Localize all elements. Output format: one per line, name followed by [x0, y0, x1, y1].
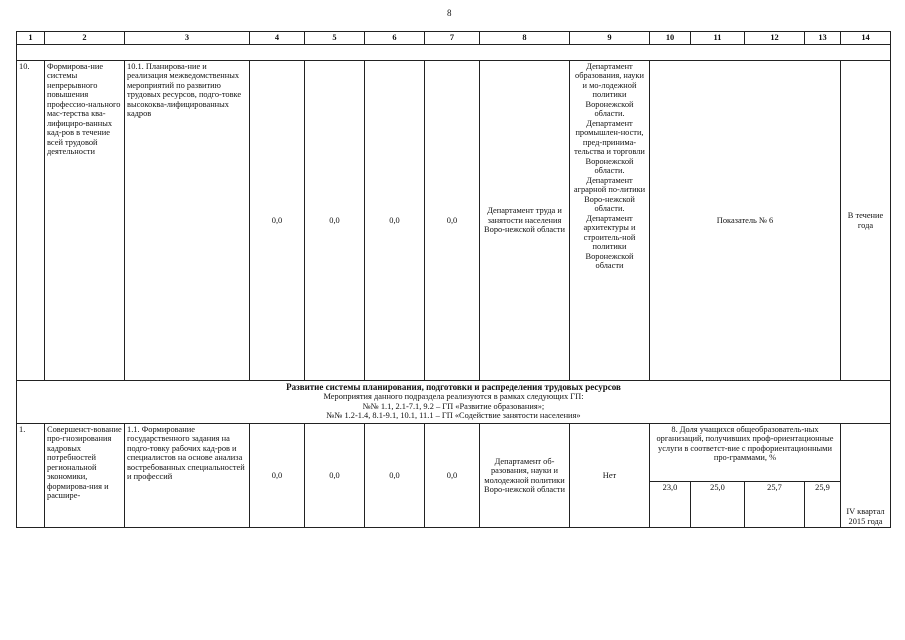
kpi-value-4: 25,9 — [805, 482, 841, 528]
value-col4: 0,0 — [250, 424, 305, 528]
task-name-cell: Формирова-ние системы непрерывного повышения профессио-нального мас-терства ква-лифициро-ванных кад-ров в течение всей трудовой деятельности — [45, 61, 125, 381]
col-num-5: 5 — [305, 32, 365, 45]
row-number: 10. — [17, 61, 45, 381]
event-cell: 10.1. Планирова-ние и реализация межведомственных мероприятий по развитию трудовых ресурсов, подго-товке высококва-лифицированных кадров — [125, 61, 250, 381]
page-number: 8 — [447, 8, 452, 18]
spacer-row — [17, 45, 891, 61]
section-line-2: №№ 1.1, 2.1-7.1, 9.2 – ГП «Развитие образования»; — [362, 401, 545, 411]
plan-table — [16, 31, 891, 528]
section-header-cell — [17, 381, 891, 424]
value-col5: 0,0 — [305, 61, 365, 381]
table-row-10 — [17, 61, 891, 381]
kpi-value-1: 23,0 — [650, 482, 691, 528]
coexecutors-cell: Нет — [570, 424, 650, 528]
value-col4: 0,0 — [250, 61, 305, 381]
section-line-1: Мероприятия данного подраздела реализуются в рамках следующих ГП: — [323, 392, 584, 402]
col-num-12: 12 — [745, 32, 805, 45]
task-name-cell: Совершенст-вование про-гнозирования кадровых потребностей региональной экономики, формирова-ния и расшире- — [45, 424, 125, 528]
col-num-7: 7 — [425, 32, 480, 45]
col-num-10: 10 — [650, 32, 691, 45]
value-col6: 0,0 — [365, 61, 425, 381]
value-col7: 0,0 — [425, 424, 480, 528]
term-cell: В течение года — [841, 61, 891, 381]
col-num-1: 1 — [17, 32, 45, 45]
indicator-cell: Показатель № 6 — [650, 61, 841, 381]
col-num-3: 3 — [125, 32, 250, 45]
row-number: 1. — [17, 424, 45, 528]
col-num-6: 6 — [365, 32, 425, 45]
col-num-4: 4 — [250, 32, 305, 45]
responsible-cell: Департамент труда и занятости населения Воро-нежской области — [480, 61, 570, 381]
col-num-11: 11 — [691, 32, 745, 45]
value-col6: 0,0 — [365, 424, 425, 528]
kpi-value-3: 25,7 — [745, 482, 805, 528]
value-col5: 0,0 — [305, 424, 365, 528]
value-col7: 0,0 — [425, 61, 480, 381]
col-num-2: 2 — [45, 32, 125, 45]
kpi-description: 8. Доля учащихся общеобразователь-ных организаций, получивших проф-ориентационные услуги в соответст-вие с профориентационными про-граммами, % — [650, 424, 841, 482]
coexecutors-cell: Департамент образования, науки и мо-лодежной политики Воронежской области. Департамент промышлен-ности, пред-принима-тельства и торговли Воронежской области. Департамент аграрной по-литики Воро-нежской области. Департамент архитектуры и строитель-ной политики Воронежской области — [570, 61, 650, 381]
col-num-13: 13 — [805, 32, 841, 45]
responsible-cell: Департамент об-разования, науки и молодежной политики Воро-нежской области — [480, 424, 570, 528]
spacer-cell — [17, 45, 891, 61]
col-num-9: 9 — [570, 32, 650, 45]
col-num-8: 8 — [480, 32, 570, 45]
event-cell: 1.1. Формирование государственного задания на подго-товку рабочих кад-ров и специалистов на основе анализа востребованных специальностей и профессий — [125, 424, 250, 528]
col-num-14: 14 — [841, 32, 891, 45]
section-title: Развитие системы планирования, подготовки и распределения трудовых ресурсов — [286, 382, 621, 392]
kpi-value-2: 25,0 — [691, 482, 745, 528]
column-number-row — [17, 32, 891, 45]
section-line-3: №№ 1.2-1.4, 8.1-9.1, 10.1, 11.1 – ГП «Содействие занятости населения» — [326, 411, 581, 421]
section-header-row — [17, 381, 891, 424]
term-cell: IV квартал 2015 года — [841, 424, 891, 528]
table-row-1-kpi-head — [17, 424, 891, 482]
